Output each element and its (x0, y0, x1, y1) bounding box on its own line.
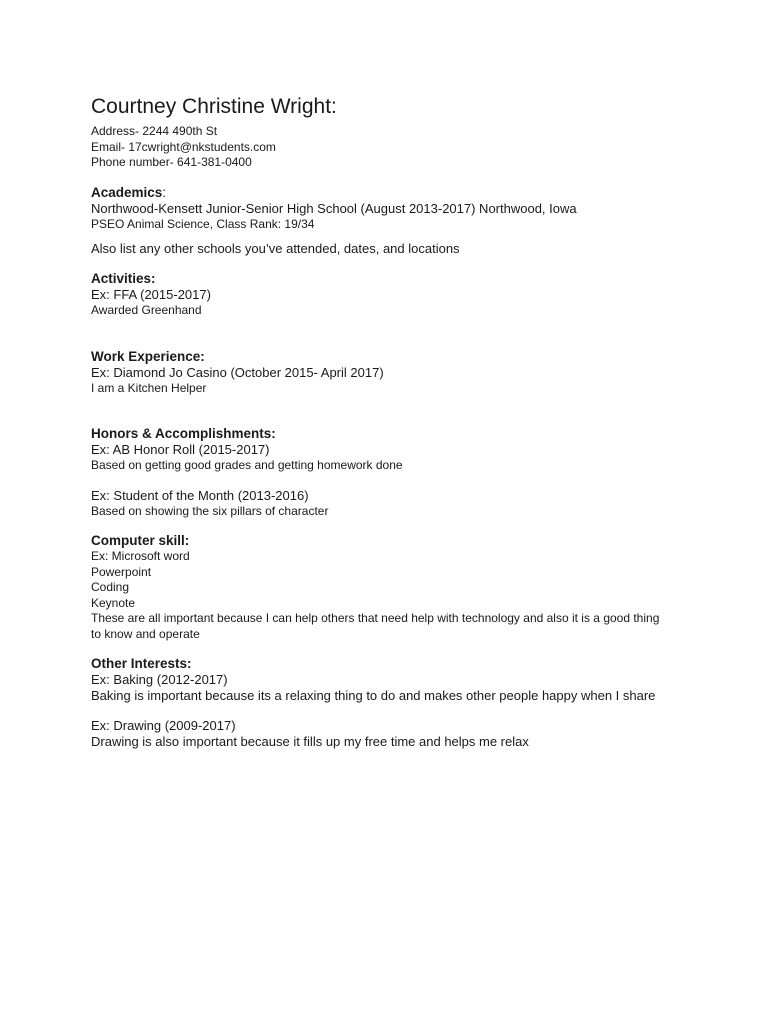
interests-heading: Other Interests: (91, 656, 192, 671)
honors-item-1: Ex: AB Honor Roll (2015-2017) (91, 442, 270, 457)
computer-heading: Computer skill: (91, 533, 190, 548)
academics-heading-colon: : (162, 184, 167, 200)
work-item: Ex: Diamond Jo Casino (October 2015- April 2017) (91, 364, 384, 380)
interests-detail-1: Baking is important because its a relaxing thing to do and makes other people happy when I share (91, 688, 656, 703)
work-detail: I am a Kitchen Helper (91, 380, 207, 395)
computer-note: These are all important because I can help others that need help with technology and also it is a good thing to know and operate (91, 611, 660, 641)
address-line: Address- 2244 490th St (91, 124, 218, 138)
computer-skill: Ex: Microsoft word (91, 549, 190, 563)
honors-item-2: Ex: Student of the Month (2013-2016) (91, 487, 309, 503)
computer-skill: Powerpoint (91, 564, 152, 579)
academics-pseo: PSEO Animal Science, Class Rank: 19/34 (91, 216, 315, 231)
academics-note: Also list any other schools you’ve attended, dates, and locations (91, 241, 460, 256)
academics-heading (91, 184, 691, 201)
interests-item-2: Ex: Drawing (2009-2017) (91, 718, 236, 733)
interests-item-1: Ex: Baking (2012-2017) (91, 672, 228, 687)
honors-detail-1: Based on getting good grades and getting homework done (91, 458, 403, 472)
work-heading: Work Experience: (91, 348, 205, 364)
computer-skill: Keynote (91, 595, 136, 610)
academics-heading-text: Academics (91, 184, 163, 200)
academics-school: Northwood-Kensett Junior-Senior High School (August 2013-2017) Northwood, Iowa (91, 200, 577, 216)
computer-skill: Coding (91, 580, 130, 594)
email-line: Email- 17cwright@nkstudents.com (91, 139, 276, 154)
resume-name: Courtney Christine Wright: (91, 95, 337, 118)
activities-item: Ex: FFA (2015-2017) (91, 287, 211, 302)
resume-page (91, 94, 691, 750)
activities-heading: Activities: (91, 271, 156, 286)
activities-detail: Awarded Greenhand (91, 303, 202, 317)
interests-detail-2: Drawing is also important because it fills up my free time and helps me relax (91, 734, 529, 749)
honors-heading: Honors & Accomplishments: (91, 426, 276, 441)
phone-line: Phone number- 641-381-0400 (91, 155, 252, 169)
honors-detail-2: Based on showing the six pillars of character (91, 503, 329, 518)
